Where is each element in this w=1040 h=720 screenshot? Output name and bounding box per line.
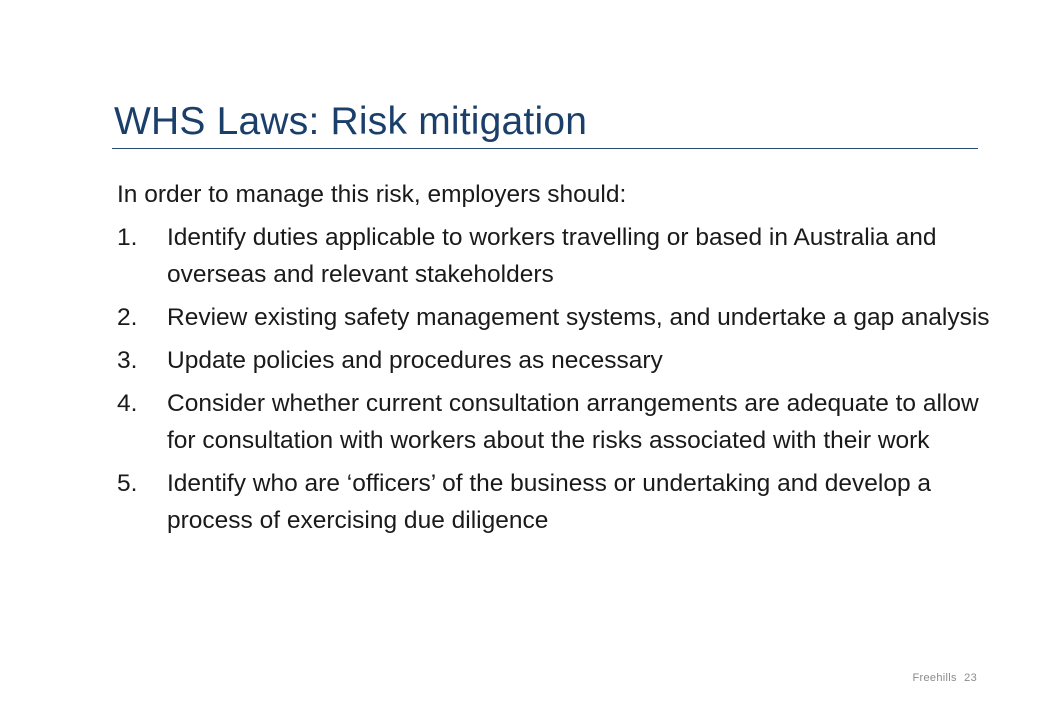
step-item	[117, 299, 997, 336]
slide-body	[117, 176, 997, 545]
step-number: 2.	[117, 304, 138, 331]
footer-brand: Freehills	[912, 672, 957, 684]
title-divider	[112, 148, 978, 149]
step-text: Identify who are ‘officers’ of the business or undertaking and develop a process of exercising due diligence	[167, 470, 932, 534]
step-number: 4.	[117, 390, 138, 417]
step-text: Identify duties applicable to workers travelling or based in Australia and overseas and relevant stakeholders	[167, 224, 937, 288]
step-item	[117, 385, 997, 459]
step-item	[117, 465, 997, 539]
page-number: 23	[964, 672, 977, 684]
slide-footer	[913, 672, 977, 684]
intro-text: In order to manage this risk, employers should:	[117, 181, 627, 208]
step-text: Consider whether current consultation arrangements are adequate to allow for consultation with workers about the risks associated with their work	[167, 390, 979, 454]
slide-title: WHS Laws: Risk mitigation	[114, 100, 588, 143]
step-number: 5.	[117, 470, 138, 497]
step-number: 3.	[117, 347, 138, 374]
steps-list	[117, 219, 997, 539]
step-number: 1.	[117, 224, 138, 251]
step-item	[117, 342, 997, 379]
step-item	[117, 219, 997, 293]
step-text: Review existing safety management systems, and undertake a gap analysis	[167, 304, 990, 331]
step-text: Update policies and procedures as necessary	[167, 347, 663, 374]
